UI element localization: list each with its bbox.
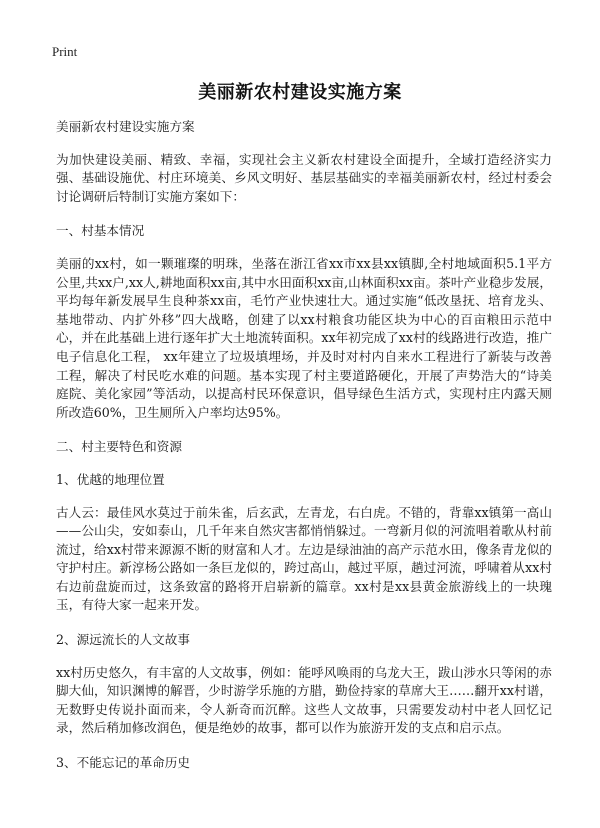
location-paragraph: 古人云：最佳风水莫过于前朱雀，后玄武，左青龙，右白虎。不错的，背靠xx镇第一高山——公山尖，安如泰山，几千年来自然灾害都悄悄躲过。一弯新月似的河流唱着歌从村前流过，给xx村带来源源不断的财富和人才。左边是绿油油的高产示范水田，像条青龙似的守护村庄。新淳杨公路如一条巨龙似的，跨过高山，越过平原，趟过河流，呼啸着从xx村右边前盘旋而过，这条致富的路将开启崭新的篇章。xx村是xx县黄金旅游线上的一块瑰玉，有待大家一起来开发。 <box>56 504 552 613</box>
document-body <box>56 118 552 787</box>
page-title: 美丽新农村建设实施方案 <box>198 82 402 103</box>
section-heading-features: 二、村主要特色和资源 <box>56 439 182 455</box>
subheading-history: 3、不能忘记的革命历史 <box>56 755 190 771</box>
basic-info-paragraph: 美丽的xx村，如一颗璀璨的明珠，坐落在浙江省xx市xx县xx镇脚,全村地域面积5.1平方公里,共xx户,xx人,耕地面积xx亩,其中水田面积xx亩,山林面积xx亩。茶叶产业稳步发展，平均每年新发展早生良种茶xx亩，毛竹产业快速壮大。通过实施“低改垦抚、培育龙头、基地带动、内扩外移”四大战略，创建了以xx村粮食功能区块为中心的百亩粮田示范中心，并在此基础上进行逐年扩大土地流转面积。xx年初完成了xx村的线路进行改造，推广电子信息化工程， xx年建立了垃圾填埋场，并及时对村内自来水工程进行了新装与改善工程，解决了村民吃水难的问题。基本实现了村主要道路硬化，开展了声势浩大的“诗美庭院、美化家园”等活动，以提高村民环保意识，倡导绿色生活方式，实现村庄内露天厕所改造60%，卫生厕所入户率均达95%。 <box>56 255 552 420</box>
intro-paragraph: 为加快建设美丽、精致、幸福，实现社会主义新农村建设全面提升，全域打造经济实力强、基础设施优、村庄环境美、乡风文明好、基层基础实的幸福美丽新农村，经过村委会讨论调研后特制订实施方案如下： <box>56 151 552 204</box>
culture-paragraph: xx村历史悠久，有丰富的人文故事，例如：能呼风唤雨的乌龙大王，跋山涉水只等闲的赤脚大仙，知识渊博的解晋，少时游学乐施的方腊，勤俭持家的草席大王……翻开xx村谱，无数野史传说扑面而来，令人新奇而沉醉。这些人文故事，只需要发动村中老人回忆记录，然后稍加修改润色，便是绝妙的故事，都可以作为旅游开发的支点和启示点。 <box>56 664 552 736</box>
subheading-culture: 2、源远流长的人文故事 <box>56 632 190 648</box>
subheading-location: 1、优越的地理位置 <box>56 471 165 487</box>
document-subtitle: 美丽新农村建设实施方案 <box>56 119 195 134</box>
section-heading-basic-info: 一、村基本情况 <box>56 223 145 239</box>
print-link[interactable]: Print <box>52 44 78 59</box>
